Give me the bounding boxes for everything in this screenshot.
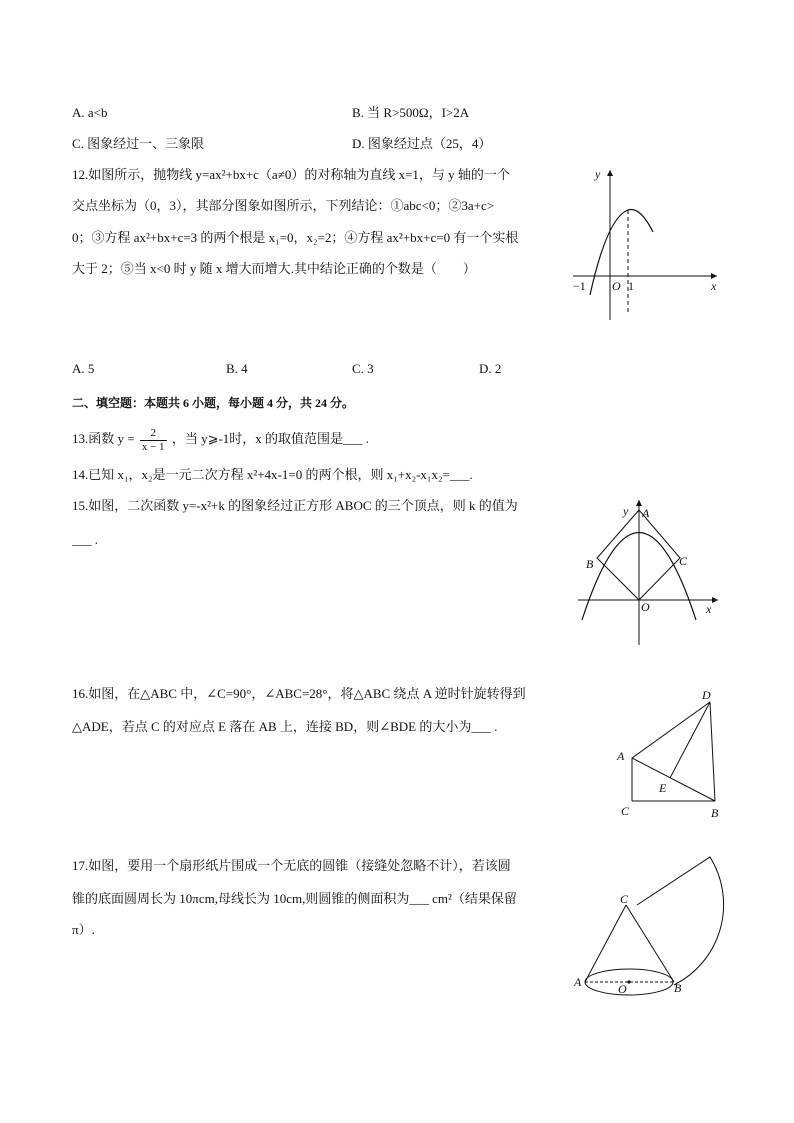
q13-suffix: ，当 y⩾-1时，x 的取值范围是___ . (171, 431, 370, 446)
point-a-label: A (617, 749, 625, 763)
q11-option-a: A. a<b (72, 105, 108, 120)
q16-text-line2: △ADE，若点 C 的对应点 E 落在 AB 上，连接 BD，则∠BDE 的大小为___ . (72, 719, 498, 734)
point-e-label: E (659, 781, 667, 795)
x-axis-label: x (706, 602, 712, 616)
q12-text-line2: 交点坐标为（0，3），其部分图象如图所示，下列结论：①abc<0；②3a+c> (72, 198, 495, 213)
q13-fraction-denominator: x − 1 (141, 440, 165, 453)
q13-fraction (140, 427, 167, 454)
q12-text-line1: 12.如图所示，抛物线 y=ax²+bx+c（a≠0）的对称轴为直线 x=1，与 y 轴的一个 (72, 167, 510, 182)
slant-ca (585, 905, 626, 982)
q17-cone-sector-figure (572, 855, 722, 1000)
q13-fraction-numerator: 2 (140, 427, 167, 441)
q15-square-parabola-figure (575, 495, 725, 650)
segment-db (710, 702, 715, 801)
point-d-label: D (702, 688, 711, 702)
sector-arc (637, 857, 724, 985)
one-label: 1 (628, 279, 634, 293)
q12-text-line4: 大于 2；⑤当 x<0 时 y 随 x 增大而增大.其中结论正确的个数是（ ） (72, 261, 476, 276)
point-b-label: B (674, 981, 682, 995)
parabola-curve (590, 209, 653, 295)
point-c-label: C (620, 892, 629, 906)
origin-label: O (641, 600, 650, 614)
section-2-heading: 二、填空题：本题共 6 小题，每小题 4 分，共 24 分。 (72, 396, 355, 410)
y-axis-label: y (623, 504, 629, 518)
minus-one-label: −1 (573, 279, 586, 293)
segment-de (670, 702, 710, 778)
y-axis-label: y (595, 167, 601, 181)
q12-option-d: D. 2 (479, 361, 502, 376)
q12-option-b: B. 4 (226, 361, 248, 376)
q15-text-line1: 15.如图，二次函数 y=-x²+k 的图象经过正方形 ABOC 的三个顶点，则 k 的值为 (72, 498, 518, 513)
point-o-label: O (618, 982, 627, 996)
q12-option-c: C. 3 (352, 361, 374, 376)
q13-prefix: 13.函数 y = (72, 431, 135, 446)
point-c-label: C (621, 804, 630, 818)
point-a-label: A (574, 975, 582, 989)
origin-label: O (612, 279, 621, 293)
center-point (627, 980, 630, 983)
q12-parabola-figure (565, 160, 725, 325)
point-b-label: B (711, 806, 719, 820)
point-b-label: B (586, 557, 594, 571)
q15-text-line2: ___ . (72, 532, 98, 547)
q16-text-line1: 16.如图，在△ABC 中，∠C=90°，∠ABC=28°，将△ABC 绕点 A 逆时针旋转得到 (72, 686, 526, 701)
q17-text-line3: π）. (72, 922, 95, 937)
q12-option-a: A. 5 (72, 361, 95, 376)
q11-option-d: D. 图象经过点（25，4） (352, 136, 492, 151)
q14-text: 14.已知 x₁，x₂是一元二次方程 x²+4x-1=0 的两个根，则 x₁+x₂-x₁x₂=___. (72, 467, 473, 482)
q11-option-c: C. 图象经过一、三象限 (72, 136, 205, 151)
q17-text-line2: 锥的底面圆周长为 10πcm,母线长为 10cm,则圆锥的侧面积为___ cm²（结果保留 (72, 891, 517, 906)
q12-text-line3: 0；③方程 ax²+bx+c=3 的两个根是 x₁=0，x₂=2；④方程 ax²+bx+c=0 有一个实根 (72, 230, 519, 245)
q17-text-line1: 17.如图，要用一个扇形纸片围成一个无底的圆锥（接缝处忽略不计），若该圆 (72, 858, 511, 873)
point-c-label: C (679, 554, 688, 568)
segment-ad (632, 702, 710, 758)
x-axis-label: x (711, 279, 717, 293)
q16-triangle-figure (612, 685, 732, 825)
segment-ab (632, 758, 715, 801)
point-a-label: A (642, 506, 650, 520)
q11-option-b: B. 当 R>500Ω，I>2A (352, 105, 470, 120)
q13-text (72, 424, 369, 454)
